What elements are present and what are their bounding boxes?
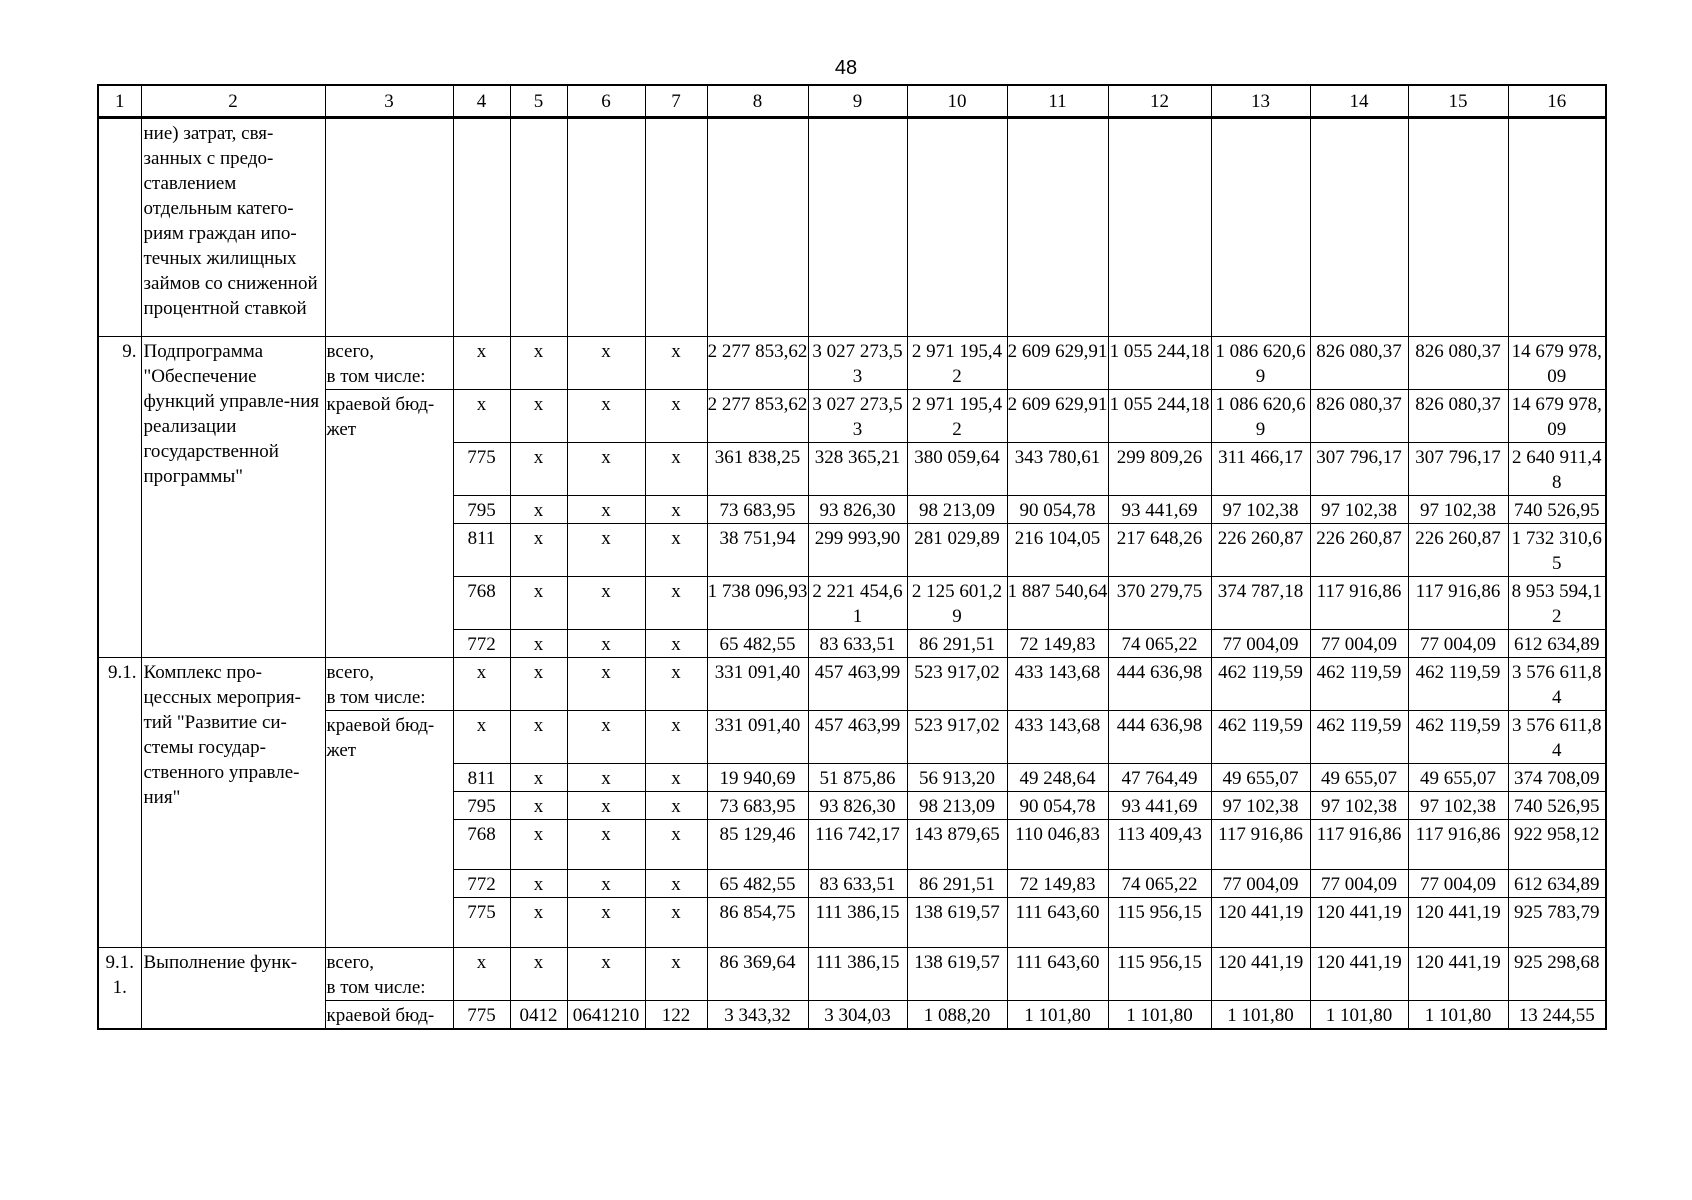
continuation-row — [98, 118, 1606, 337]
value-cell: 2 277 853,62 — [707, 390, 808, 443]
value-cell: 3 304,03 — [808, 1001, 907, 1030]
value-cell: 98 213,09 — [907, 496, 1007, 524]
value-cell: 433 143,68 — [1007, 711, 1108, 764]
value-cell: 14 679 978,09 — [1508, 337, 1606, 390]
value-cell: 768 — [453, 577, 510, 630]
value-cell: 328 365,21 — [808, 443, 907, 496]
value-cell: x — [510, 870, 567, 898]
value-cell: 331 091,40 — [707, 658, 808, 711]
empty-cell — [1007, 118, 1108, 337]
value-cell: x — [645, 948, 707, 1001]
value-cell: 374 787,18 — [1211, 577, 1310, 630]
value-cell: 49 655,07 — [1310, 764, 1408, 792]
empty-cell — [1408, 118, 1508, 337]
value-cell: 74 065,22 — [1108, 870, 1211, 898]
value-cell: x — [645, 898, 707, 948]
row-label-line: жет — [326, 740, 357, 761]
value-cell: 299 993,90 — [808, 524, 907, 577]
value-cell: x — [453, 390, 510, 443]
row-label — [325, 711, 453, 948]
value-cell: 457 463,99 — [808, 711, 907, 764]
value-cell: 1 086 620,69 — [1211, 390, 1310, 443]
value-cell: 47 764,49 — [1108, 764, 1211, 792]
value-cell: 2 277 853,62 — [707, 337, 808, 390]
value-cell: 65 482,55 — [707, 870, 808, 898]
value-cell: 120 441,19 — [1211, 948, 1310, 1001]
value-cell: 768 — [453, 820, 510, 870]
empty-cell — [325, 118, 453, 337]
value-cell: x — [510, 524, 567, 577]
value-cell: x — [510, 792, 567, 820]
page-number: 48 — [834, 57, 858, 79]
value-cell: 3 027 273,53 — [808, 337, 907, 390]
row-name: Выполнение функ- — [141, 948, 325, 1030]
row-label-line: в том числе: — [326, 687, 426, 708]
row-label-line: в том числе: — [326, 977, 426, 998]
value-cell: 433 143,68 — [1007, 658, 1108, 711]
column-header: 15 — [1408, 85, 1508, 118]
value-cell: x — [567, 443, 645, 496]
value-cell: 775 — [453, 1001, 510, 1030]
value-cell: 8 953 594,12 — [1508, 577, 1606, 630]
value-cell: x — [510, 390, 567, 443]
value-cell: x — [510, 443, 567, 496]
value-cell: x — [453, 337, 510, 390]
empty-cell — [453, 118, 510, 337]
value-cell: x — [645, 764, 707, 792]
value-cell: 120 441,19 — [1408, 948, 1508, 1001]
value-cell: 90 054,78 — [1007, 792, 1108, 820]
value-cell: 2 971 195,42 — [907, 390, 1007, 443]
value-cell: x — [567, 898, 645, 948]
value-cell: 925 298,68 — [1508, 948, 1606, 1001]
value-cell: x — [645, 711, 707, 764]
value-cell: 462 119,59 — [1211, 658, 1310, 711]
value-cell: 226 260,87 — [1408, 524, 1508, 577]
value-cell: 73 683,95 — [707, 792, 808, 820]
value-cell: 226 260,87 — [1211, 524, 1310, 577]
empty-cell — [1508, 118, 1606, 337]
empty-cell — [907, 118, 1007, 337]
value-cell: 370 279,75 — [1108, 577, 1211, 630]
value-cell: x — [645, 443, 707, 496]
value-cell: 2 971 195,42 — [907, 337, 1007, 390]
value-cell: 93 441,69 — [1108, 496, 1211, 524]
value-cell: 216 104,05 — [1007, 524, 1108, 577]
value-cell: 1 101,80 — [1108, 1001, 1211, 1030]
header-row — [98, 85, 1606, 118]
value-cell: x — [567, 948, 645, 1001]
value-cell: 775 — [453, 898, 510, 948]
value-cell: x — [567, 820, 645, 870]
value-cell: x — [645, 390, 707, 443]
row-label — [325, 390, 453, 658]
value-cell: 111 643,60 — [1007, 898, 1108, 948]
value-cell: 3 576 611,84 — [1508, 711, 1606, 764]
value-cell: 49 655,07 — [1408, 764, 1508, 792]
column-header: 2 — [141, 85, 325, 118]
value-cell: 77 004,09 — [1310, 870, 1408, 898]
value-cell: x — [453, 711, 510, 764]
value-cell: x — [567, 764, 645, 792]
value-cell: 13 244,55 — [1508, 1001, 1606, 1030]
value-cell: x — [567, 658, 645, 711]
value-cell: 795 — [453, 792, 510, 820]
value-cell: 740 526,95 — [1508, 792, 1606, 820]
value-cell: x — [645, 870, 707, 898]
value-cell: 0412 — [510, 1001, 567, 1030]
value-cell: 19 940,69 — [707, 764, 808, 792]
value-cell: 120 441,19 — [1408, 898, 1508, 948]
column-header: 7 — [645, 85, 707, 118]
value-cell: x — [453, 948, 510, 1001]
value-cell: 1 101,80 — [1211, 1001, 1310, 1030]
value-cell: x — [567, 496, 645, 524]
value-cell: 85 129,46 — [707, 820, 808, 870]
value-cell: 77 004,09 — [1408, 630, 1508, 658]
value-cell: 77 004,09 — [1211, 630, 1310, 658]
row-number — [98, 118, 141, 337]
value-cell: 281 029,89 — [907, 524, 1007, 577]
value-cell: 1 101,80 — [1408, 1001, 1508, 1030]
value-cell: 115 956,15 — [1108, 948, 1211, 1001]
value-cell: 83 633,51 — [808, 630, 907, 658]
row-name: Подпрограмма "Обеспечение функций управле-ния реализации государственной программы" — [141, 337, 325, 658]
value-cell: 523 917,02 — [907, 711, 1007, 764]
column-header: 14 — [1310, 85, 1408, 118]
empty-cell — [1108, 118, 1211, 337]
value-cell: x — [567, 524, 645, 577]
value-cell: 772 — [453, 630, 510, 658]
value-cell: 115 956,15 — [1108, 898, 1211, 948]
value-cell: 826 080,37 — [1408, 337, 1508, 390]
value-cell: 2 640 911,48 — [1508, 443, 1606, 496]
value-cell: 97 102,38 — [1211, 792, 1310, 820]
row-label — [325, 337, 453, 390]
column-header: 1 — [98, 85, 141, 118]
value-cell: 380 059,64 — [907, 443, 1007, 496]
value-cell: 117 916,86 — [1408, 577, 1508, 630]
value-cell: 374 708,09 — [1508, 764, 1606, 792]
value-cell: x — [510, 496, 567, 524]
value-cell: 93 441,69 — [1108, 792, 1211, 820]
value-cell: 77 004,09 — [1408, 870, 1508, 898]
value-cell: 111 643,60 — [1007, 948, 1108, 1001]
row-name: ние) затрат, свя-занных с предо-ставлением отдельным катего-риям граждан ипо-течных жилищных займов со сниженной процентной ставкой — [141, 118, 325, 337]
value-cell: 226 260,87 — [1310, 524, 1408, 577]
value-cell: 811 — [453, 524, 510, 577]
value-cell: 72 149,83 — [1007, 630, 1108, 658]
row-label-line: краевой бюд- — [326, 394, 435, 415]
table-row — [98, 390, 1606, 443]
column-header: 11 — [1007, 85, 1108, 118]
value-cell: x — [645, 630, 707, 658]
value-cell: x — [510, 711, 567, 764]
empty-cell — [707, 118, 808, 337]
value-cell: 462 119,59 — [1310, 711, 1408, 764]
value-cell: 93 826,30 — [808, 496, 907, 524]
value-cell: 299 809,26 — [1108, 443, 1211, 496]
value-cell: x — [567, 337, 645, 390]
value-cell: 97 102,38 — [1310, 496, 1408, 524]
value-cell: 826 080,37 — [1408, 390, 1508, 443]
value-cell: 1 055 244,18 — [1108, 337, 1211, 390]
value-cell: 74 065,22 — [1108, 630, 1211, 658]
column-header: 6 — [567, 85, 645, 118]
value-cell: 1 055 244,18 — [1108, 390, 1211, 443]
value-cell: 3 027 273,53 — [808, 390, 907, 443]
value-cell: x — [453, 658, 510, 711]
row-number: 9.1. — [98, 658, 141, 948]
value-cell: x — [567, 792, 645, 820]
column-header: 3 — [325, 85, 453, 118]
value-cell: 1 101,80 — [1007, 1001, 1108, 1030]
value-cell: x — [645, 524, 707, 577]
value-cell: 116 742,17 — [808, 820, 907, 870]
row-label-line: всего, — [326, 341, 375, 362]
row-label-line: всего, — [326, 662, 375, 683]
value-cell: 120 441,19 — [1310, 948, 1408, 1001]
value-cell: x — [510, 898, 567, 948]
value-cell: 307 796,17 — [1408, 443, 1508, 496]
value-cell: 113 409,43 — [1108, 820, 1211, 870]
value-cell: 138 619,57 — [907, 898, 1007, 948]
row-number: 9. — [98, 337, 141, 658]
value-cell: 462 119,59 — [1211, 711, 1310, 764]
value-cell: 143 879,65 — [907, 820, 1007, 870]
value-cell: x — [645, 496, 707, 524]
value-cell: x — [510, 577, 567, 630]
row-label — [325, 658, 453, 711]
value-cell: 110 046,83 — [1007, 820, 1108, 870]
value-cell: 462 119,59 — [1408, 711, 1508, 764]
value-cell: 444 636,98 — [1108, 658, 1211, 711]
value-cell: 1 887 540,64 — [1007, 577, 1108, 630]
value-cell: 826 080,37 — [1310, 390, 1408, 443]
value-cell: 97 102,38 — [1408, 792, 1508, 820]
row-label-line: всего, — [326, 952, 375, 973]
value-cell: 361 838,25 — [707, 443, 808, 496]
column-header: 16 — [1508, 85, 1606, 118]
value-cell: 65 482,55 — [707, 630, 808, 658]
value-cell: 117 916,86 — [1310, 577, 1408, 630]
value-cell: 111 386,15 — [808, 948, 907, 1001]
column-header: 10 — [907, 85, 1007, 118]
value-cell: x — [567, 630, 645, 658]
row-label-line: жет — [326, 419, 357, 440]
value-cell: 90 054,78 — [1007, 496, 1108, 524]
empty-cell — [510, 118, 567, 337]
value-cell: 331 091,40 — [707, 711, 808, 764]
value-cell: x — [567, 711, 645, 764]
value-cell: 72 149,83 — [1007, 870, 1108, 898]
value-cell: 307 796,17 — [1310, 443, 1408, 496]
value-cell: x — [645, 792, 707, 820]
table-row — [98, 948, 1606, 1001]
value-cell: 14 679 978,09 — [1508, 390, 1606, 443]
value-cell: 120 441,19 — [1211, 898, 1310, 948]
value-cell: 83 633,51 — [808, 870, 907, 898]
value-cell: 772 — [453, 870, 510, 898]
value-cell: x — [645, 820, 707, 870]
row-label — [325, 1001, 453, 1030]
value-cell: 217 648,26 — [1108, 524, 1211, 577]
value-cell: x — [510, 764, 567, 792]
value-cell: 612 634,89 — [1508, 630, 1606, 658]
value-cell: x — [645, 577, 707, 630]
value-cell: x — [510, 337, 567, 390]
empty-cell — [1310, 118, 1408, 337]
empty-cell — [567, 118, 645, 337]
value-cell: 925 783,79 — [1508, 898, 1606, 948]
value-cell: 343 780,61 — [1007, 443, 1108, 496]
empty-cell — [808, 118, 907, 337]
value-cell: x — [567, 870, 645, 898]
value-cell: 117 916,86 — [1408, 820, 1508, 870]
value-cell: 56 913,20 — [907, 764, 1007, 792]
value-cell: 1 732 310,65 — [1508, 524, 1606, 577]
row-label-line: краевой бюд- — [326, 1005, 435, 1026]
value-cell: 77 004,09 — [1211, 870, 1310, 898]
value-cell: 86 291,51 — [907, 870, 1007, 898]
value-cell: x — [645, 337, 707, 390]
empty-cell — [1211, 118, 1310, 337]
value-cell: 2 221 454,61 — [808, 577, 907, 630]
value-cell: 462 119,59 — [1310, 658, 1408, 711]
value-cell: 138 619,57 — [907, 948, 1007, 1001]
value-cell: 1 738 096,93 — [707, 577, 808, 630]
table-row — [98, 711, 1606, 764]
table-row — [98, 1001, 1606, 1030]
value-cell: 2 125 601,29 — [907, 577, 1007, 630]
row-label-line: краевой бюд- — [326, 715, 435, 736]
value-cell: 775 — [453, 443, 510, 496]
column-header: 9 — [808, 85, 907, 118]
value-cell: 111 386,15 — [808, 898, 907, 948]
column-header: 13 — [1211, 85, 1310, 118]
value-cell: 117 916,86 — [1211, 820, 1310, 870]
empty-cell — [645, 118, 707, 337]
value-cell: 2 609 629,91 — [1007, 390, 1108, 443]
value-cell: x — [567, 577, 645, 630]
value-cell: 3 343,32 — [707, 1001, 808, 1030]
value-cell: 77 004,09 — [1310, 630, 1408, 658]
value-cell: 86 291,51 — [907, 630, 1007, 658]
value-cell: 523 917,02 — [907, 658, 1007, 711]
value-cell: 120 441,19 — [1310, 898, 1408, 948]
value-cell: 86 854,75 — [707, 898, 808, 948]
row-number: 9.1.1. — [98, 948, 141, 1030]
table-row — [98, 658, 1606, 711]
value-cell: 51 875,86 — [808, 764, 907, 792]
value-cell: 444 636,98 — [1108, 711, 1211, 764]
value-cell: 2 609 629,91 — [1007, 337, 1108, 390]
value-cell: 1 086 620,69 — [1211, 337, 1310, 390]
value-cell: 311 466,17 — [1211, 443, 1310, 496]
value-cell: 922 958,12 — [1508, 820, 1606, 870]
value-cell: 117 916,86 — [1310, 820, 1408, 870]
value-cell: 826 080,37 — [1310, 337, 1408, 390]
value-cell: x — [645, 658, 707, 711]
value-cell: 86 369,64 — [707, 948, 808, 1001]
column-header: 5 — [510, 85, 567, 118]
value-cell: 612 634,89 — [1508, 870, 1606, 898]
value-cell: x — [510, 948, 567, 1001]
value-cell: 0641210 — [567, 1001, 645, 1030]
value-cell: 462 119,59 — [1408, 658, 1508, 711]
value-cell: 97 102,38 — [1408, 496, 1508, 524]
value-cell: 38 751,94 — [707, 524, 808, 577]
column-header: 8 — [707, 85, 808, 118]
row-label-line: в том числе: — [326, 366, 426, 387]
value-cell: x — [567, 390, 645, 443]
budget-table — [97, 84, 1607, 1030]
value-cell: x — [510, 630, 567, 658]
value-cell: x — [510, 820, 567, 870]
value-cell: 97 102,38 — [1310, 792, 1408, 820]
value-cell: 795 — [453, 496, 510, 524]
row-label — [325, 948, 453, 1001]
value-cell: x — [510, 658, 567, 711]
value-cell: 73 683,95 — [707, 496, 808, 524]
value-cell: 1 101,80 — [1310, 1001, 1408, 1030]
value-cell: 93 826,30 — [808, 792, 907, 820]
column-header: 12 — [1108, 85, 1211, 118]
table-row — [98, 337, 1606, 390]
value-cell: 811 — [453, 764, 510, 792]
value-cell: 98 213,09 — [907, 792, 1007, 820]
value-cell: 3 576 611,84 — [1508, 658, 1606, 711]
value-cell: 1 088,20 — [907, 1001, 1007, 1030]
value-cell: 97 102,38 — [1211, 496, 1310, 524]
row-name: Комплекс про-цессных мероприя-тий "Развитие си-стемы государ-ственного управле-ния" — [141, 658, 325, 948]
value-cell: 49 655,07 — [1211, 764, 1310, 792]
column-header: 4 — [453, 85, 510, 118]
value-cell: 457 463,99 — [808, 658, 907, 711]
value-cell: 740 526,95 — [1508, 496, 1606, 524]
value-cell: 122 — [645, 1001, 707, 1030]
value-cell: 49 248,64 — [1007, 764, 1108, 792]
